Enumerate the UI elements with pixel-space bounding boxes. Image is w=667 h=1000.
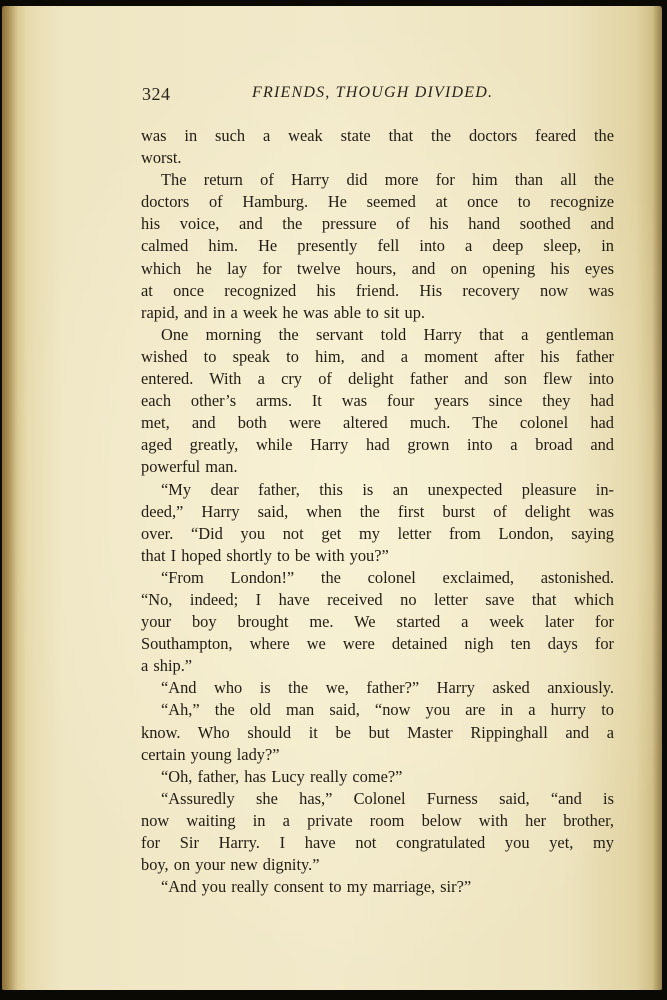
- text-line: “My dear father, this is an unexpected pleasure in-: [161, 479, 614, 499]
- text-line: deed,” Harry said, when the first burst of delight was: [141, 501, 614, 521]
- text-line: a ship.”: [141, 656, 193, 676]
- text-line: certain young lady?”: [141, 744, 280, 764]
- running-title: FRIENDS, THOUGH DIVIDED.: [252, 84, 494, 101]
- text-line: “From London!” the colonel exclaimed, astonished.: [161, 567, 614, 587]
- text-line: met, and both were altered much. The colonel had: [141, 413, 614, 433]
- text-line: rapid, and in a week he was able to sit up.: [141, 302, 426, 322]
- text-line: that I hoped shortly to be with you?”: [141, 545, 389, 565]
- text-line: each other’s arms. It was four years since they had: [141, 391, 614, 411]
- text-line: boy, on your new dignity.”: [141, 855, 320, 875]
- text-line: worst.: [141, 148, 182, 168]
- text-line: Southampton, where we were detained nigh ten days for: [141, 634, 614, 654]
- text-line: aged greatly, while Harry had grown into a broad and: [141, 435, 614, 455]
- text-line: “No, indeed; I have received no letter save that which: [141, 589, 614, 609]
- text-line: which he lay for twelve hours, and on opening his eyes: [141, 258, 614, 278]
- text-line: his voice, and the pressure of his hand soothed and: [141, 214, 614, 234]
- text-line: doctors of Hamburg. He seemed at once to recognize: [141, 192, 614, 212]
- text-line: now waiting in a private room below with her brother,: [141, 810, 614, 830]
- text-line: wished to speak to him, and a moment after his father: [141, 346, 614, 366]
- page-number: 324: [142, 84, 171, 104]
- text-line: “Ah,” the old man said, “now you are in a hurry to: [161, 700, 614, 720]
- text-line: “Oh, father, has Lucy really come?”: [161, 766, 403, 786]
- text-line: “Assuredly she has,” Colonel Furness said, “and is: [161, 788, 614, 808]
- text-line: your boy brought me. We started a week later for: [141, 612, 614, 632]
- text-line: was in such a weak state that the doctors feared the: [141, 126, 614, 145]
- page-header: [142, 84, 612, 106]
- text-line: powerful man.: [141, 457, 238, 477]
- text-line: “And who is the we, father?” Harry asked anxiously.: [161, 678, 614, 698]
- text-line: at once recognized his friend. His recovery now was: [141, 280, 614, 300]
- text-line: entered. With a cry of delight father and son flew into: [141, 369, 614, 389]
- body-text: [141, 125, 614, 898]
- text-line: “And you really consent to my marriage, sir?”: [161, 877, 472, 897]
- book-page: [2, 6, 662, 990]
- text-line: One morning the servant told Harry that a gentleman: [161, 324, 614, 344]
- text-line: know. Who should it be but Master Rippinghall and a: [141, 722, 614, 742]
- text-line: calmed him. He presently fell into a deep sleep, in: [141, 236, 614, 256]
- text-line: over. “Did you not get my letter from London, saying: [141, 523, 614, 543]
- text-line: for Sir Harry. I have not congratulated you yet, my: [141, 833, 614, 852]
- text-line: The return of Harry did more for him than all the: [161, 170, 614, 190]
